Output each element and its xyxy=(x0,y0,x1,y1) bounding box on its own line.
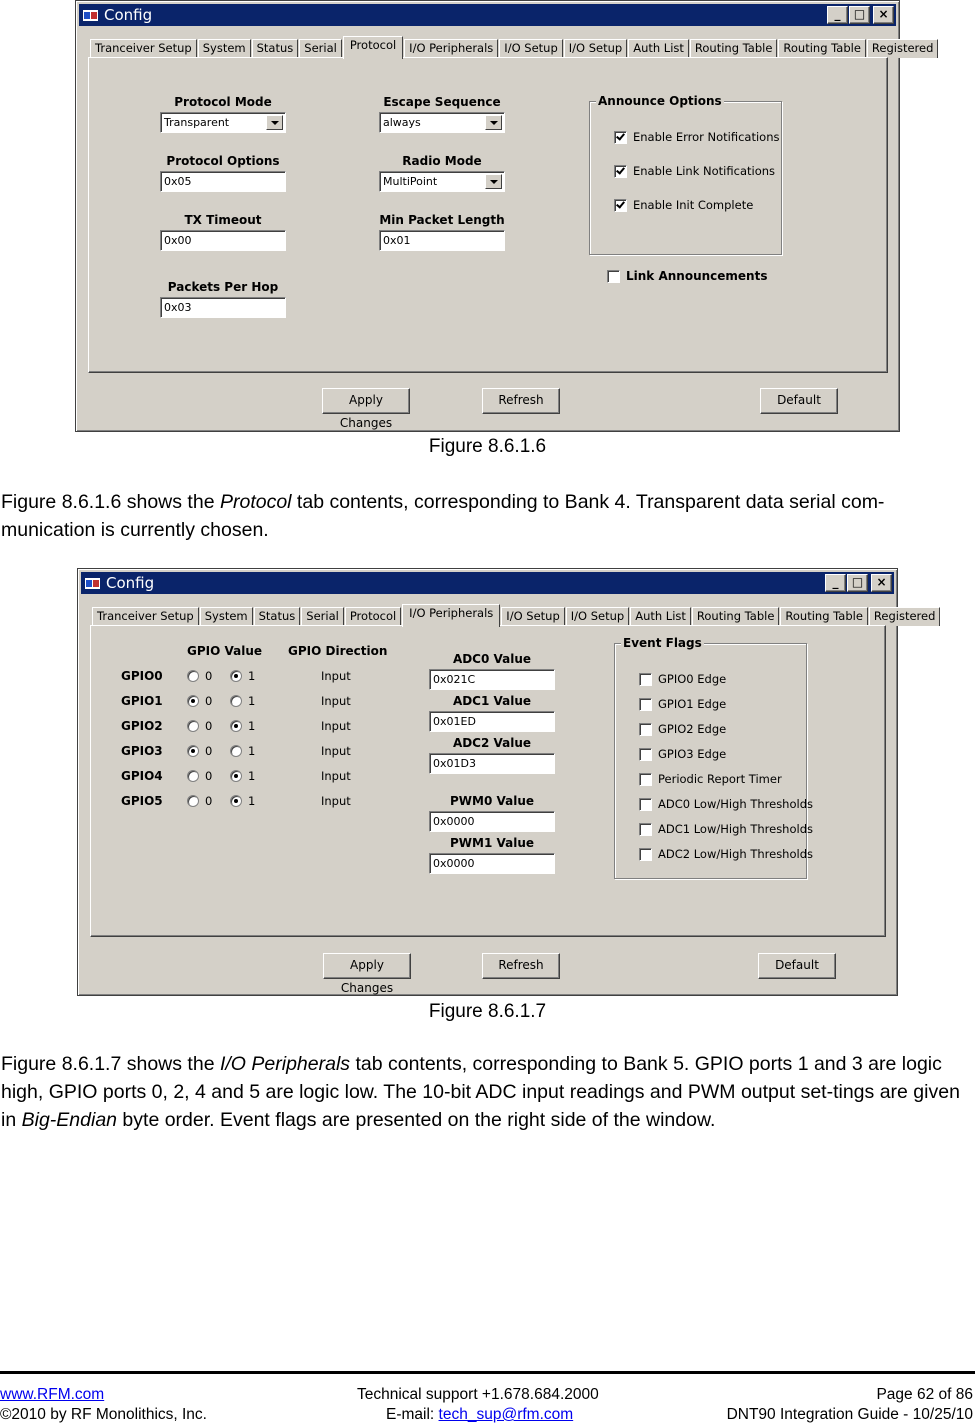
event-flags-title: Event Flags xyxy=(623,636,702,650)
guide-date: DNT90 Integration Guide - 10/25/10 xyxy=(726,1406,973,1423)
tab-status[interactable]: Status xyxy=(252,39,299,58)
close-button[interactable]: × xyxy=(873,6,894,24)
email-link[interactable]: tech_sup@rfm.com xyxy=(438,1406,574,1423)
radio-label: 1 xyxy=(248,694,256,708)
apply-changes-button[interactable]: Apply Changes xyxy=(322,388,410,414)
rfm-app-icon xyxy=(84,577,101,590)
tab-serial[interactable]: Serial xyxy=(299,39,342,58)
radio-button[interactable] xyxy=(230,720,242,732)
tab-status[interactable]: Status xyxy=(254,607,301,626)
io-peripherals-tab-panel xyxy=(90,625,886,937)
checkbox-box[interactable] xyxy=(607,270,620,283)
checkbox-box[interactable] xyxy=(639,748,652,761)
event-flag-label: ADC2 Low/High Thresholds xyxy=(658,847,813,861)
tx-timeout-label: TX Timeout xyxy=(184,213,262,227)
event-flag-label: GPIO0 Edge xyxy=(658,672,727,686)
link-announcements-label: Link Announcements xyxy=(626,269,768,283)
tab-auth-list[interactable]: Auth List xyxy=(630,607,691,626)
radio-label: 1 xyxy=(248,794,256,808)
tab-tranceiver-setup[interactable]: Tranceiver Setup xyxy=(90,39,197,58)
rfm-app-icon xyxy=(82,9,99,22)
event-flag-checkbox[interactable] xyxy=(639,672,726,686)
announce-options-group xyxy=(589,94,782,255)
radio-button[interactable] xyxy=(230,670,242,682)
website-link[interactable]: www.RFM.com xyxy=(0,1386,105,1403)
radio-button[interactable] xyxy=(230,770,242,782)
config-window-protocol xyxy=(75,0,934,432)
gpio-name: GPIO2 xyxy=(121,719,163,733)
tab-tranceiver-setup[interactable]: Tranceiver Setup xyxy=(92,607,199,626)
gpio-name: GPIO5 xyxy=(121,794,163,808)
adc0-label: ADC0 Value xyxy=(452,652,532,666)
minimize-button[interactable]: _ xyxy=(827,6,848,24)
announce-option-checkbox[interactable] xyxy=(614,198,753,212)
escape-sequence-value: always xyxy=(383,116,421,129)
event-flag-label: ADC1 Low/High Thresholds xyxy=(658,822,813,836)
gpio-radio-0[interactable] xyxy=(187,719,212,733)
gpio-radio-0[interactable] xyxy=(187,694,212,708)
radio-label: 1 xyxy=(248,744,256,758)
adc1-label: ADC1 Value xyxy=(452,694,532,708)
event-flag-label: ADC0 Low/High Thresholds xyxy=(658,797,813,811)
window-title: Config xyxy=(104,6,153,24)
event-flag-checkbox[interactable] xyxy=(639,697,726,711)
radio-label: 0 xyxy=(205,794,213,808)
announce-option-checkbox[interactable] xyxy=(614,130,780,144)
pwm1-input[interactable]: 0x0000 xyxy=(429,853,555,874)
adc0-input[interactable]: 0x021C xyxy=(429,669,555,690)
radio-label: 1 xyxy=(248,669,256,683)
radio-mode-label: Radio Mode xyxy=(402,154,482,168)
pwm1-label: PWM1 Value xyxy=(449,836,535,850)
tab-serial[interactable]: Serial xyxy=(301,607,344,626)
gpio-name: GPIO4 xyxy=(121,769,163,783)
gpio-radio-0[interactable] xyxy=(187,794,212,808)
paragraph-1-text-a: Figure 8.6.1.6 shows the xyxy=(1,491,220,513)
gpio-name: GPIO1 xyxy=(121,694,163,708)
checkbox-box[interactable] xyxy=(639,698,652,711)
maximize-button[interactable]: □ xyxy=(847,574,868,592)
tab-system[interactable]: System xyxy=(198,39,251,58)
maximize-button[interactable]: □ xyxy=(849,6,870,24)
chevron-down-icon[interactable] xyxy=(485,174,502,189)
protocol-options-label: Protocol Options xyxy=(166,154,280,168)
radio-label: 0 xyxy=(205,744,213,758)
escape-sequence-label: Escape Sequence xyxy=(383,95,501,109)
paragraph-1-emphasis: Protocol xyxy=(219,491,292,513)
packets-per-hop-label: Packets Per Hop xyxy=(167,280,279,294)
footer-rule xyxy=(0,1371,975,1374)
min-packet-length-input[interactable]: 0x01 xyxy=(379,230,505,251)
radio-button[interactable] xyxy=(187,695,199,707)
paragraph-2 xyxy=(1,1050,971,1134)
tab-strip xyxy=(92,604,941,626)
event-flag-label: GPIO1 Edge xyxy=(658,697,727,711)
event-flag-checkbox[interactable] xyxy=(639,722,726,736)
paragraph-2-text-a: Figure 8.6.1.7 shows the xyxy=(1,1053,220,1075)
event-flag-checkbox[interactable] xyxy=(639,847,813,861)
tab-routing-table[interactable]: Routing Table xyxy=(780,607,868,626)
announce-option-checkbox[interactable] xyxy=(614,164,775,178)
protocol-tab-panel xyxy=(88,57,888,373)
window-title: Config xyxy=(106,574,155,592)
close-button[interactable]: × xyxy=(871,574,892,592)
tab-routing-table[interactable]: Routing Table xyxy=(778,39,866,58)
protocol-mode-value: Transparent xyxy=(164,116,230,129)
minimize-button[interactable]: _ xyxy=(825,574,846,592)
pwm0-label: PWM0 Value xyxy=(449,794,535,808)
event-flag-checkbox[interactable] xyxy=(639,772,782,786)
adc2-label: ADC2 Value xyxy=(452,736,532,750)
email-line xyxy=(386,1406,573,1424)
figure-caption-2: Figure 8.6.1.7 xyxy=(428,1001,547,1022)
tab-i-o-peripherals[interactable]: I/O Peripherals xyxy=(404,39,498,58)
chevron-down-icon[interactable] xyxy=(485,115,502,130)
tab-i-o-setup[interactable]: I/O Setup xyxy=(564,39,627,58)
radio-label: 1 xyxy=(248,769,256,783)
paragraph-2-emphasis-2: Big-Endian xyxy=(21,1109,118,1131)
gpio-direction: Input xyxy=(321,794,351,808)
tab-protocol[interactable]: Protocol xyxy=(345,607,401,626)
escape-sequence-select[interactable] xyxy=(379,112,505,133)
gpio-name: GPIO0 xyxy=(121,669,163,683)
link-announcements-checkbox[interactable] xyxy=(607,269,767,283)
gpio-direction: Input xyxy=(321,719,351,733)
paragraph-1 xyxy=(1,488,971,544)
protocol-mode-label: Protocol Mode xyxy=(174,95,272,109)
gpio-radio-1[interactable] xyxy=(230,719,255,733)
checkbox-box[interactable] xyxy=(639,798,652,811)
tab-registered[interactable]: Registered xyxy=(869,607,940,626)
tab-protocol[interactable]: Protocol xyxy=(343,36,403,59)
gpio-radio-1[interactable] xyxy=(230,744,255,758)
protocol-mode-select[interactable] xyxy=(160,112,286,133)
copyright-text: ©2010 by RF Monolithics, Inc. xyxy=(0,1406,207,1423)
announce-option-label: Enable Init Complete xyxy=(633,198,754,212)
packets-per-hop-input[interactable]: 0x03 xyxy=(160,297,286,318)
gpio-direction: Input xyxy=(321,669,351,683)
adc1-input[interactable]: 0x01ED xyxy=(429,711,555,732)
radio-mode-select[interactable] xyxy=(379,171,505,192)
tab-i-o-setup[interactable]: I/O Setup xyxy=(501,607,564,626)
gpio-direction: Input xyxy=(321,769,351,783)
min-packet-length-label: Min Packet Length xyxy=(379,213,505,227)
gpio-radio-0[interactable] xyxy=(187,744,212,758)
gpio-radio-1[interactable] xyxy=(230,694,255,708)
gpio-direction: Input xyxy=(321,694,351,708)
gpio-direction: Input xyxy=(321,744,351,758)
checkbox-box[interactable] xyxy=(639,773,652,786)
figure-caption-1: Figure 8.6.1.6 xyxy=(428,436,547,457)
checkbox-box[interactable] xyxy=(614,131,627,144)
radio-button[interactable] xyxy=(187,670,199,682)
checkbox-box[interactable] xyxy=(639,723,652,736)
checkbox-box[interactable] xyxy=(639,673,652,686)
tx-timeout-input[interactable]: 0x00 xyxy=(160,230,286,251)
default-button[interactable]: Default xyxy=(760,388,838,414)
radio-button[interactable] xyxy=(230,695,242,707)
announce-option-label: Enable Link Notifications xyxy=(633,164,776,178)
radio-label: 0 xyxy=(205,669,213,683)
tab-i-o-setup[interactable]: I/O Setup xyxy=(499,39,562,58)
checkbox-box[interactable] xyxy=(639,823,652,836)
support-text: Technical support +1.678.684.2000 xyxy=(357,1386,599,1403)
checkbox-box[interactable] xyxy=(639,848,652,861)
gpio-radio-0[interactable] xyxy=(187,769,212,783)
email-label: E-mail: xyxy=(386,1406,439,1423)
gpio-value-header: GPIO Value xyxy=(187,644,263,658)
refresh-button[interactable]: Refresh xyxy=(482,953,560,979)
event-flag-label: Periodic Report Timer xyxy=(658,772,782,786)
config-window-io-peripherals xyxy=(77,568,936,996)
pwm0-input[interactable]: 0x0000 xyxy=(429,811,555,832)
radio-button[interactable] xyxy=(187,795,199,807)
radio-button[interactable] xyxy=(187,770,199,782)
gpio-radio-1[interactable] xyxy=(230,669,255,683)
tab-i-o-peripherals[interactable]: I/O Peripherals xyxy=(402,604,500,627)
tab-routing-table[interactable]: Routing Table xyxy=(690,39,778,58)
gpio-name: GPIO3 xyxy=(121,744,163,758)
adc2-input[interactable]: 0x01D3 xyxy=(429,753,555,774)
checkbox-box[interactable] xyxy=(614,165,627,178)
page-number: Page 62 of 86 xyxy=(876,1386,973,1403)
paragraph-1-text-b: tab contents, corresponding to Bank 4. Transparent data serial com-munication is currently chosen. xyxy=(1,491,885,541)
title-bar[interactable] xyxy=(79,4,896,26)
radio-button[interactable] xyxy=(187,745,199,757)
gpio-radio-1[interactable] xyxy=(230,794,255,808)
title-bar[interactable] xyxy=(81,572,894,594)
tab-strip xyxy=(90,36,939,58)
tab-auth-list[interactable]: Auth List xyxy=(628,39,689,58)
radio-label: 1 xyxy=(248,719,256,733)
tab-routing-table[interactable]: Routing Table xyxy=(692,607,780,626)
apply-changes-button[interactable]: Apply Changes xyxy=(323,953,411,979)
radio-mode-value: MultiPoint xyxy=(383,175,438,188)
event-flag-label: GPIO2 Edge xyxy=(658,722,727,736)
tab-system[interactable]: System xyxy=(200,607,253,626)
paragraph-2-emphasis-1: I/O Peripherals xyxy=(219,1053,351,1075)
gpio-direction-header: GPIO Direction xyxy=(288,644,388,658)
event-flag-checkbox[interactable] xyxy=(639,747,726,761)
paragraph-2-text-b: tab contents, corresponding to Bank 5. GPIO ports 1 and 3 are logic high, GPIO ports 0, 2, 4 and 5 are logic low. The 10-bit ADC input readings and PWM output set-tings are given in xyxy=(1,1053,960,1131)
event-flag-checkbox[interactable] xyxy=(639,797,813,811)
radio-button[interactable] xyxy=(230,795,242,807)
checkbox-box[interactable] xyxy=(614,199,627,212)
radio-label: 0 xyxy=(205,769,213,783)
protocol-options-input[interactable]: 0x05 xyxy=(160,171,286,192)
radio-label: 0 xyxy=(205,719,213,733)
announce-option-label: Enable Error Notifications xyxy=(633,130,780,144)
radio-label: 0 xyxy=(205,694,213,708)
chevron-down-icon[interactable] xyxy=(266,115,283,130)
radio-button[interactable] xyxy=(187,720,199,732)
default-button[interactable]: Default xyxy=(758,953,836,979)
gpio-radio-0[interactable] xyxy=(187,669,212,683)
announce-options-title: Announce Options xyxy=(598,94,722,108)
tab-i-o-setup[interactable]: I/O Setup xyxy=(566,607,629,626)
radio-button[interactable] xyxy=(230,745,242,757)
gpio-radio-1[interactable] xyxy=(230,769,255,783)
event-flag-checkbox[interactable] xyxy=(639,822,813,836)
event-flags-group xyxy=(614,636,813,879)
paragraph-2-text-c: byte order. Event flags are presented on the right side of the window. xyxy=(117,1109,716,1131)
event-flag-label: GPIO3 Edge xyxy=(658,747,727,761)
refresh-button[interactable]: Refresh xyxy=(482,388,560,414)
tab-registered[interactable]: Registered xyxy=(867,39,938,58)
